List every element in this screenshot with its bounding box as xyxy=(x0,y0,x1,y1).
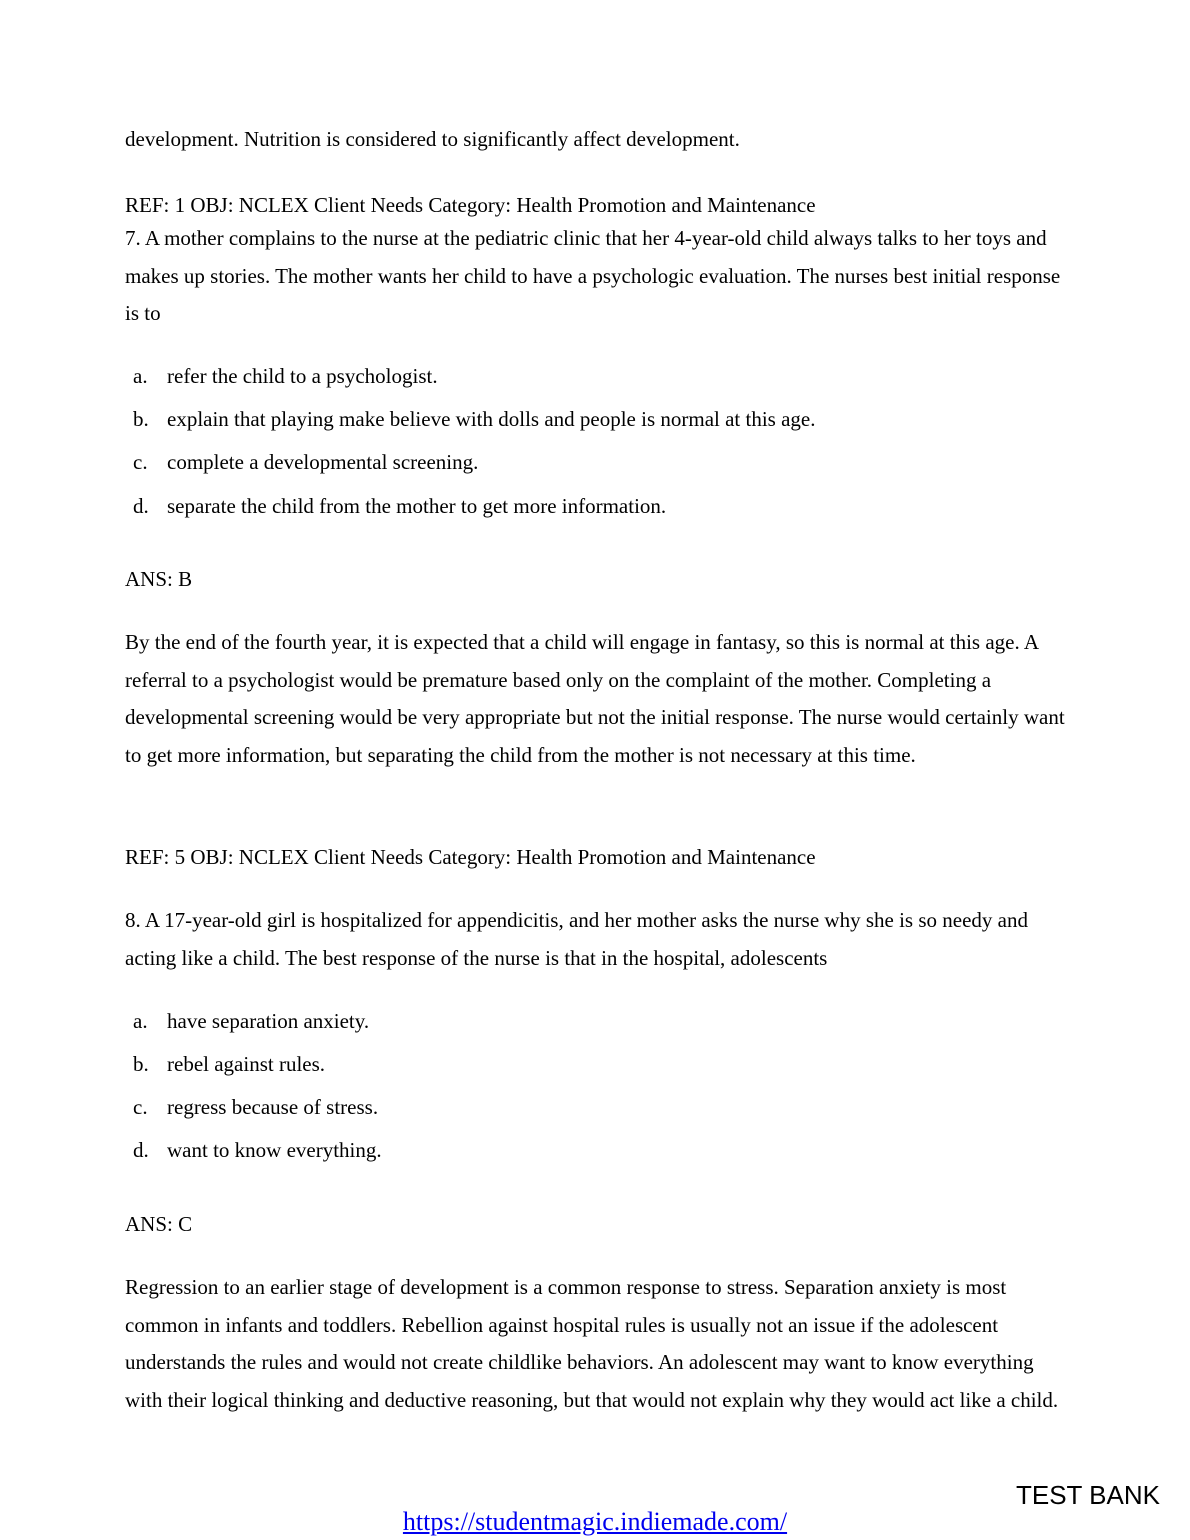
footer-link[interactable]: https://studentmagic.indiemade.com/ xyxy=(402,1507,788,1536)
option-letter: d. xyxy=(133,494,149,518)
q7-rationale: By the end of the fourth year, it is expected that a child will engage in fantasy, so this is normal at this age. A referral to a psychologist would be premature based only on the complaint of the mother. Completing a developmental screening would be very appropriate but not the initial response. The nurse would certainly want to get more information, but separating the child from the mother is not necessary at this time. xyxy=(125,630,1065,767)
option-text: separate the child from the mother to get more information. xyxy=(167,494,667,518)
q7-option-d xyxy=(133,494,666,519)
q7-option-a xyxy=(133,364,438,389)
q7-option-c xyxy=(133,450,478,475)
q7-stem: 7. A mother complains to the nurse at the pediatric clinic that her 4-year-old child always talks to her toys and makes up stories. The mother wants her child to have a psychologic evaluation. The nurses best initial response is to xyxy=(125,226,1061,326)
option-text: complete a developmental screening. xyxy=(167,450,479,474)
option-text: explain that playing make believe with dolls and people is normal at this age. xyxy=(167,407,816,431)
option-letter: d. xyxy=(133,1138,149,1162)
option-text: refer the child to a psychologist. xyxy=(167,364,438,388)
q7-answer: ANS: B xyxy=(125,567,193,591)
option-letter: a. xyxy=(133,1009,148,1033)
intro-line: development. Nutrition is considered to significantly affect development. xyxy=(125,127,740,151)
q8-option-c xyxy=(133,1095,378,1120)
q7-option-b xyxy=(133,407,816,432)
test-bank-label: TEST BANK xyxy=(1015,1480,1160,1510)
q7-ref: REF: 5 OBJ: NCLEX Client Needs Category: Health Promotion and Maintenance xyxy=(125,845,816,869)
option-letter: c. xyxy=(133,450,148,474)
option-text: want to know everything. xyxy=(167,1138,382,1162)
q8-rationale: Regression to an earlier stage of development is a common response to stress. Separation anxiety is most common in infants and toddlers. Rebellion against hospital rules is usually not an issue if the adolescent understands the rules and would not create childlike behaviors. An adolescent may want to know everything with their logical thinking and deductive reasoning, but that would not explain why they would act like a child. xyxy=(125,1275,1059,1412)
q8-option-b xyxy=(133,1052,325,1077)
option-letter: a. xyxy=(133,364,148,388)
q8-answer: ANS: C xyxy=(125,1212,193,1236)
q8-stem: 8. A 17-year-old girl is hospitalized for appendicitis, and her mother asks the nurse why she is so needy and acting like a child. The best response of the nurse is that in the hospital, adolescents xyxy=(125,908,1028,970)
option-text: regress because of stress. xyxy=(167,1095,379,1119)
q8-option-d xyxy=(133,1138,382,1163)
q8-option-a xyxy=(133,1009,369,1034)
q6-ref: REF: 1 OBJ: NCLEX Client Needs Category: Health Promotion and Maintenance xyxy=(125,193,816,217)
option-text: have separation anxiety. xyxy=(167,1009,370,1033)
option-letter: c. xyxy=(133,1095,148,1119)
option-text: rebel against rules. xyxy=(167,1052,326,1076)
option-letter: b. xyxy=(133,1052,149,1076)
option-letter: b. xyxy=(133,407,149,431)
